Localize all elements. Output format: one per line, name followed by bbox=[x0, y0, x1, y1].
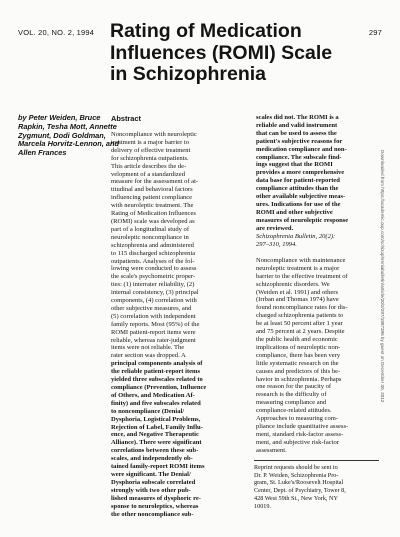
abstract-line: are reviewed. bbox=[256, 224, 294, 232]
abstract-line: medication compliance and non- bbox=[256, 145, 347, 153]
abstract-line: velopment of a standardized bbox=[111, 170, 185, 178]
abstract-line: schizophrenia and administered bbox=[111, 241, 194, 249]
abstract-line: This article describes the de- bbox=[111, 162, 187, 170]
abstract-line: ence, and Negative Therapeutic bbox=[111, 431, 199, 439]
body-line: causes and predictors of this be- bbox=[256, 367, 341, 375]
author-line: Marcela Horvitz-Lennon, and bbox=[18, 139, 120, 149]
abstract-line: (5) correlation with independent bbox=[111, 312, 196, 320]
abstract-line: sponse to neuroleptics, whereas bbox=[111, 502, 199, 510]
abstract-line: rater section was dropped. A bbox=[111, 352, 186, 360]
abstract-line: compliance. The subscale find- bbox=[256, 153, 342, 161]
body-line: compliance-related attitudes. bbox=[256, 407, 332, 415]
header-volume: VOL. 20, NO. 2, 1994 bbox=[18, 28, 95, 37]
body-line: research is the difficulty of bbox=[256, 391, 327, 399]
abstract-line: tained family-report ROMI items bbox=[111, 463, 205, 471]
abstract-line: to noncompliance (Denial/ bbox=[111, 407, 185, 415]
download-margin-note bbox=[378, 150, 391, 480]
abstract-continuation bbox=[256, 114, 378, 233]
body-line: (Irrban and Thomas 1974) have bbox=[256, 296, 339, 304]
abstract-line: scales, and independently ob- bbox=[111, 455, 193, 463]
abstract-line: for schizophrenia outpatients. bbox=[111, 154, 189, 162]
body-line: compliance, there has been very bbox=[256, 351, 341, 359]
abstract-line: compliance (Prevention, Influence bbox=[111, 384, 207, 391]
abstract-line: titudinal and behavioral factors bbox=[111, 186, 193, 194]
abstract-line: other subjective measures, and bbox=[111, 304, 192, 312]
abstract-line: ties: (1) interrater reliability, (2) bbox=[111, 281, 195, 289]
abstract-line: Noncompliance with neuroleptic bbox=[111, 131, 197, 138]
body-line: pliance include quantitative assess- bbox=[256, 422, 349, 430]
abstract-text bbox=[111, 131, 227, 518]
right-column bbox=[256, 114, 378, 455]
body-text bbox=[256, 257, 378, 455]
abstract-line: lished measures of dysphoric re- bbox=[111, 494, 201, 502]
body-line: little systematic research on the bbox=[256, 359, 339, 367]
abstract-line: family reports. Most (95%) of the bbox=[111, 320, 200, 328]
body-line: barrier to the effective treatment of bbox=[256, 272, 348, 280]
body-line: be at least 50 percent after 1 year bbox=[256, 320, 343, 328]
abstract-line: part of a longitudinal study of bbox=[111, 225, 190, 233]
author-line: Allen Frances bbox=[18, 148, 67, 158]
body-line: Noncompliance with maintenance bbox=[256, 256, 346, 264]
author-line: Rapkin, Tesha Mott, Annette bbox=[18, 121, 117, 131]
abstract-line: principal components analysis of bbox=[111, 360, 203, 368]
author-block bbox=[18, 113, 120, 158]
body-line: charged schizophrenia patients to bbox=[256, 312, 344, 320]
body-line: found noncompliance rates for dis- bbox=[256, 304, 348, 312]
body-line: measuring compliance and bbox=[256, 399, 327, 407]
body-line: the public health and economic bbox=[256, 335, 338, 343]
abstract-line: other available subjective meas- bbox=[256, 193, 346, 201]
abstract-line: compliance attitudes than the bbox=[256, 185, 339, 193]
abstract-line: yielded three subscales related to bbox=[111, 376, 203, 384]
abstract-line: ures. Indications for use of the bbox=[256, 200, 341, 208]
abstract-line: scales did not. The ROMI is a bbox=[256, 114, 339, 121]
body-line: assessment. bbox=[256, 446, 287, 454]
abstract-line: Rejection of Label, Family Influ- bbox=[111, 423, 203, 431]
abstract-line: patient's subjective reasons for bbox=[256, 137, 343, 145]
reprint-line: Reprint requests should be sent to bbox=[254, 464, 338, 471]
abstract-line: Rating of Medication Influences bbox=[111, 210, 196, 218]
author-line: Zygmunt, Dodi Goldman, bbox=[18, 130, 106, 140]
abstract-line: Dysphoria subscale correlated bbox=[111, 478, 196, 486]
body-line: and 75 percent at 2 years. Despite bbox=[256, 328, 345, 336]
abstract-line: with neuroleptic treatment. The bbox=[111, 202, 194, 210]
reprint-line: Center, Dept. of Psychiatry, Tower 8, bbox=[254, 487, 346, 495]
reprint-line: 10019. bbox=[254, 502, 272, 510]
abstract-line: were significant. The Denial/ bbox=[111, 470, 191, 478]
abstract-line: ings suggest that the ROMI bbox=[256, 161, 333, 169]
body-line: ment, and subjective risk-factor bbox=[256, 438, 339, 446]
body-line: schizophrenic disorders. We bbox=[256, 280, 330, 288]
abstract-line: components, (4) correlation with bbox=[111, 297, 197, 305]
abstract-line: neuroleptic noncompliance in bbox=[111, 233, 189, 241]
body-line: neuroleptic treatment is a major bbox=[256, 264, 340, 272]
body-line: implications of neuroleptic non- bbox=[256, 343, 341, 351]
abstract-line: ROMI and other subjective bbox=[256, 208, 333, 216]
reprint-line: 428 West 59th St., New York, NY bbox=[254, 494, 338, 502]
abstract-line: ROMI patient-report items were bbox=[111, 328, 196, 336]
body-line: (Weiden et al. 1991) and others bbox=[256, 288, 339, 296]
abstract-line: Dysphoria, Logistical Problems, bbox=[111, 415, 201, 423]
abstract-line: Alliance). There were significant bbox=[111, 439, 202, 447]
abstract-line: measures of neuroleptic response bbox=[256, 216, 349, 224]
reprint-line: gram, St. Luke's/Roosevelt Hospital bbox=[254, 479, 344, 487]
abstract-line: the scale's psychometric proper- bbox=[111, 273, 196, 281]
title-line: Influences (ROMI) Scale bbox=[110, 41, 333, 64]
abstract-line: that can be used to assess the bbox=[256, 129, 337, 137]
reprint-requests-footnote bbox=[254, 460, 379, 510]
abstract-heading: Abstract bbox=[111, 114, 141, 123]
abstract-line: the reliable patient-report items bbox=[111, 368, 201, 376]
abstract-line: items were not reliable. The bbox=[111, 344, 185, 352]
abstract-line: of Others, and Medication Af- bbox=[111, 391, 195, 399]
abstract-line: reliable, whereas rater-judgment bbox=[111, 336, 196, 344]
body-line: ment, standard risk-factor assess- bbox=[256, 430, 344, 438]
abstract-line: strongly with two other pub- bbox=[111, 486, 191, 494]
author-line: by Peter Weiden, Bruce bbox=[18, 113, 101, 122]
abstract-line: (ROMI) scale was developed as bbox=[111, 217, 195, 225]
abstract-line: data base for patient-reported bbox=[256, 177, 340, 185]
body-line: one reason for the paucity of bbox=[256, 383, 332, 391]
abstract-line: internal consistency, (3) principal bbox=[111, 289, 199, 297]
body-line: havior in schizophrenia. Perhaps bbox=[256, 375, 342, 383]
abstract-line: measure for the assessment of at- bbox=[111, 178, 199, 186]
abstract-line: reliable and valid instrument bbox=[256, 121, 338, 129]
abstract-line: to 115 discharged schizophrenia bbox=[111, 249, 196, 257]
abstract-line: finity) and five subscales related bbox=[111, 399, 201, 407]
title-line: Rating of Medication bbox=[110, 20, 302, 42]
article-title bbox=[110, 21, 370, 86]
download-note-text: Downloaded from https://academic.oup.com/schizophreniabulletin/article/20/2/297/1887396 by guest on December 30, 2012 bbox=[380, 150, 385, 403]
title-line: in Schizophrenia bbox=[110, 63, 267, 85]
body-line: Approaches to measuring com- bbox=[256, 415, 338, 423]
abstract-line: provides a more comprehensive bbox=[256, 169, 345, 177]
reprint-line: Dr. P. Weiden, Schizophrenia Pro- bbox=[254, 471, 339, 479]
abstract-line: the other noncompliance sub- bbox=[111, 510, 194, 518]
header-page-number: 297 bbox=[368, 28, 382, 37]
abstract-line: influencing patient compliance bbox=[111, 194, 193, 202]
abstract-line: correlations between these sub- bbox=[111, 447, 199, 455]
abstract-line: treatment is a major barrier to bbox=[111, 138, 189, 146]
abstract-column bbox=[111, 114, 227, 518]
citation-line: 297–310, 1994. bbox=[256, 240, 297, 248]
citation-line: Schizophrenia Bulletin, 20(2): bbox=[256, 232, 336, 240]
abstract-line: delivery of effective treatment bbox=[111, 146, 191, 154]
abstract-line: outpatients. Analyses of the fol- bbox=[111, 257, 195, 265]
abstract-line: lowing were conducted to assess bbox=[111, 265, 197, 273]
citation bbox=[256, 233, 378, 249]
